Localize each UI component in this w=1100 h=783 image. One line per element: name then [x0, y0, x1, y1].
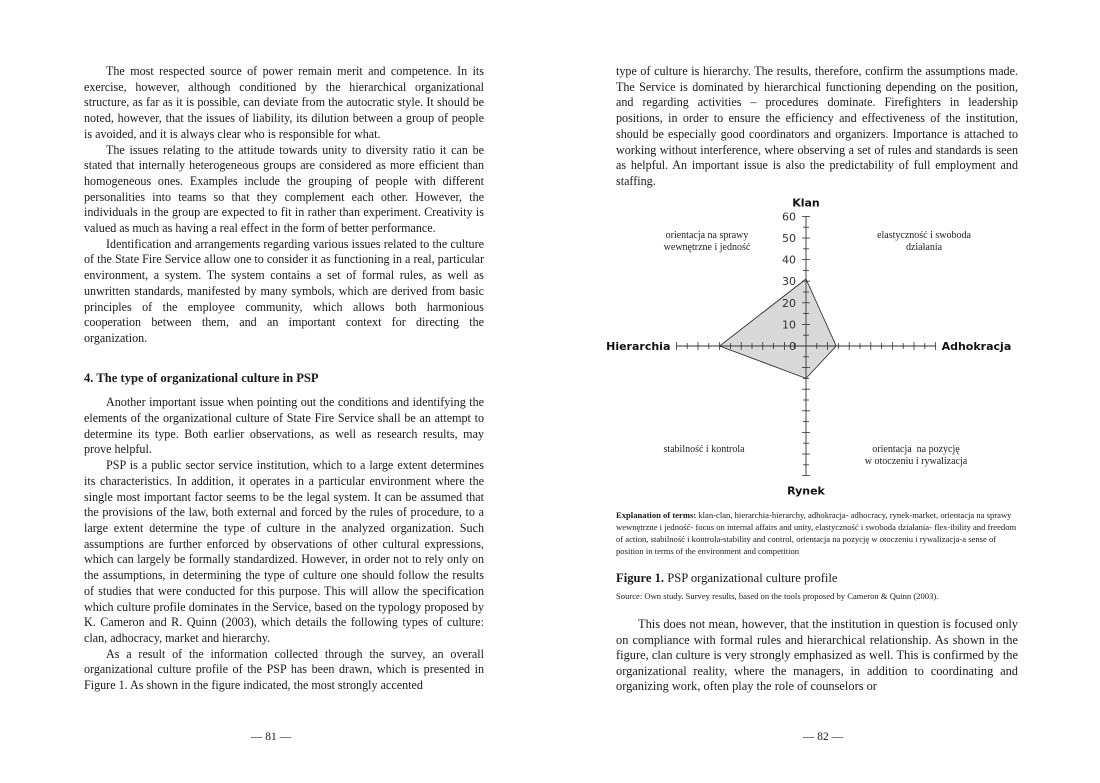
quadrant-label: elastyczność i swoboda [877, 230, 971, 241]
explanation-of-terms [616, 509, 1018, 557]
quadrant-label: orientacja na pozycję [872, 444, 960, 455]
axis-label-rynek: Rynek [787, 484, 825, 498]
tick-label: 10 [782, 318, 796, 332]
page-number: — 81 — [250, 731, 292, 743]
figure-source: Source: Own study. Survey results, based on the tools proposed by Cameron & Quinn (2003). [616, 591, 939, 601]
figure-caption [616, 571, 1018, 586]
page-number: — 82 — [802, 731, 844, 743]
paragraph: The issues relating to the attitude towards unity to diversity ratio it can be stated that internally heterogeneous groups are considered as more efficient than homogeneous ones. Examples include the grouping of people with different personalities into teams so that they complement each other. However, the individuals in the group are expected to fit in rather than experiment. Creativity is valued as much as having a real effect in the form of better performance. [84, 142, 484, 236]
paragraph: The most respected source of power remain merit and competence. In its exercise, however, although conditioned by the hierarchical organizational structure, as far as it is possible, can deviate from the autocratic style. It should be noted, however, that the issues of liability, its dilution between a group of people is avoided, and it is always clear who is responsible for what. [84, 64, 484, 141]
axis-label-klan: Klan [792, 196, 820, 210]
right-page [550, 0, 1100, 783]
tick-label: 60 [782, 210, 796, 224]
radar-chart [606, 194, 1026, 504]
quadrant-label: stabilność i kontrola [663, 444, 745, 455]
axis-label-hierarchia: Hierarchia [606, 340, 671, 353]
tick-label: 30 [782, 275, 796, 289]
paragraph: Another important issue when pointing out the conditions and identifying the elements of the organizational culture of State Fire Service shall be an attempt to determine its type. Both earlier observations, as well as research results, may prove helpful. [84, 395, 484, 457]
section-heading: 4. The type of organizational culture in PSP [84, 370, 319, 385]
quadrant-label: wewnętrzne i jedność [663, 242, 751, 253]
tick-label: 0 [789, 340, 796, 353]
profile-polygon [720, 279, 837, 378]
left-text-column [84, 64, 484, 694]
right-bottom-text [616, 617, 1018, 695]
quadrant-label: orientacja na sprawy [665, 230, 749, 241]
tick-label: 20 [782, 296, 796, 310]
paragraph: Identification and arrangements regarding various issues related to the culture of the State Fire Service allow one to consider it as functioning in a real, particular environment, a system. The system contains a set of formal rules, as well as unwritten standards, manifested by many symbols, which are derived from basic principles of the employee community, which allows both harmonious cooperation between them, and an important context for directing the organization. [84, 236, 484, 345]
figure-title: PSP organizational culture profile [664, 571, 838, 585]
quadrant-label: działania [905, 242, 943, 253]
tick-label: 50 [782, 232, 796, 245]
axis-label-adhokracja: Adhokracja [941, 340, 1012, 353]
paragraph: PSP is a public sector service institution, which to a large extent determines its characteristics. In addition, it operates in a particular environment where the single most important factor seems to be the legal system. It can be assumed that the provisions of the law, both external and forced by the rules of procedure, to a large extent determine the type of culture in the analyzed organization. Such assumptions are further enforced by observations of other cultural expressions, which can largely be formally standardized. However, in order not to rely only on the assumptions, in determining the type of culture one should follow the results of studies that were conducted for this purpose. This will allow the specification which culture profile dominates in the Service, based on the typology proposed by K. Cameron and R. Quinn (2003), which details the following types of culture: clan, adhocracy, market and hierarchy. [84, 458, 484, 645]
paragraph: As a result of the information collected through the survey, an overall organizational culture profile of the PSP has been drawn, which is presented in Figure 1. As shown in the figure indicated, the most strongly accented [84, 646, 484, 693]
tick-label: 40 [782, 253, 796, 267]
explanation-label: Explanation of terms: [616, 510, 697, 520]
paragraph: type of culture is hierarchy. The results, therefore, confirm the assumptions made. The Service is dominated by hierarchical functioning depending on the position, and regarding activities – procedures dominate. Firefighters in leadership positions, in order to ensure the efficiency and effectiveness of the institution, should be especially good coordinators and organizers. Importance is attached to working without interference, where observing a set of rules and standards is seen as helpful. An important issue is also the predictability of full employment and staffing. [616, 64, 1018, 188]
right-text-column [616, 64, 1018, 190]
paragraph: This does not mean, however, that the institution in question is focused only on compliance with formal rules and hierarchical relationship. As shown in the figure, clan culture is very strongly emphasized as well. This is confirmed by the organizational reality, where the managers, in addition to coordinating and organizing work, often play the role of counselors or [616, 617, 1018, 694]
quadrant-label: w otoczeniu i rywalizacja [864, 456, 968, 467]
radar-chart-svg [606, 194, 1026, 504]
figure-label: Figure 1. [616, 571, 665, 585]
explanation-text: klan-clan, hierarchia-hierarchy, adhokracja- adhocracy, rynek-market, orientacja na sprawy wewnętrzne i jedność- focus on internal affairs and unity, elastyczność i swoboda działania- flex-ibility and freedom of action, stabilność i kontrola-stability and control, orientacja na pozycję w otoczeniu i rywalizacja-a sense of position in terms of the environment and competition [616, 510, 1017, 556]
